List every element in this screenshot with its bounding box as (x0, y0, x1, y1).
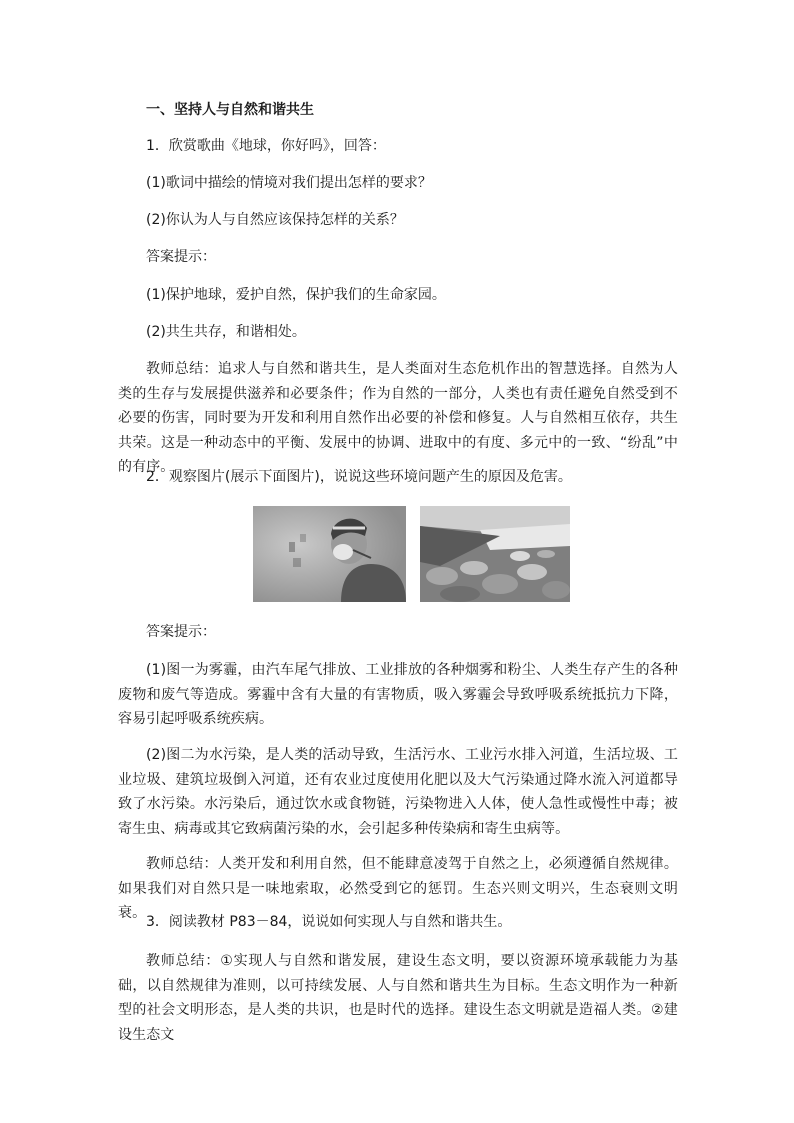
water-pollution-photo (420, 506, 570, 602)
question-3-teacher-summary: 教师总结：①实现人与自然和谐发展，建设生态文明，要以资源环境承载能力为基础，以自然规律为准则，以可持续发展、人与自然和谐共生为目标。生态文明作为一种新型的社会文明形态，是人类的共识，也是时代的选择。建设生态文明就是造福人类。②建设生态文 (118, 953, 678, 1043)
question-2-teacher-summary: 教师总结：人类开发和利用自然，但不能肆意凌驾于自然之上，必须遵循自然规律。如果我们对自然只是一味地索取，必然受到它的惩罚。生态兴则文明兴，生态衰则文明衰。 (118, 856, 678, 921)
question-2-title: 2．观察图片(展示下面图片)，说说这些环境问题产生的原因及危害。 (146, 469, 572, 485)
question-1-answer-1: (1)保护地球，爱护自然，保护我们的生命家园。 (146, 287, 446, 303)
question-2-answer-1: (1)图一为雾霾，由汽车尾气排放、工业排放的各种烟雾和粉尘、人类生存产生的各种废物和废气等造成。雾霾中含有大量的有害物质，吸入雾霾会导致呼吸系统抵抗力下降，容易引起呼吸系统疾病。 (118, 662, 678, 727)
question-1-teacher-summary: 教师总结：追求人与自然和谐共生，是人类面对生态危机作出的智慧选择。自然为人类的生存与发展提供滋养和必要条件；作为自然的一部分，人类也有责任避免自然受到不必要的伤害，同时要为开发和利用自然作出必要的补偿和修复。人与自然相互依存，共生共荣。这是一种动态中的平衡、发展中的协调、进取中的有度、多元中的一致、“纷乱”中的有序。 (118, 361, 678, 475)
question-3-title: 3．阅读教材 P83－84，说说如何实现人与自然和谐共生。 (146, 914, 512, 930)
question-1-hint-label: 答案提示： (146, 249, 216, 265)
smog-photo (253, 506, 406, 602)
question-1-sub-2: (2)你认为人与自然应该保持怎样的关系？ (146, 212, 404, 228)
question-1-title: 1．欣赏歌曲《地球，你好吗》，回答： (146, 138, 386, 154)
section-heading: 一、坚持人与自然和谐共生 (146, 102, 314, 118)
question-2-answer-2: (2)图二为水污染，是人类的活动导致，生活污水、工业污水排入河道，生活垃圾、工业垃圾、建筑垃圾倒入河道，还有农业过度使用化肥以及大气污染通过降水流入河道都导致了水污染。水污染后，通过饮水或食物链，污染物进入人体，使人急性或慢性中毒；被寄生虫、病毒或其它致病菌污染的水，会引起多种传染病和寄生虫病等。 (118, 747, 678, 837)
question-1-answer-2: (2)共生共存，和谐相处。 (146, 324, 306, 340)
water-pollution-illustration (420, 506, 570, 602)
question-1-sub-1: (1)歌词中描绘的情境对我们提出怎样的要求？ (146, 175, 432, 191)
question-2-hint-label: 答案提示： (146, 624, 216, 640)
smog-photo-illustration (253, 506, 406, 602)
